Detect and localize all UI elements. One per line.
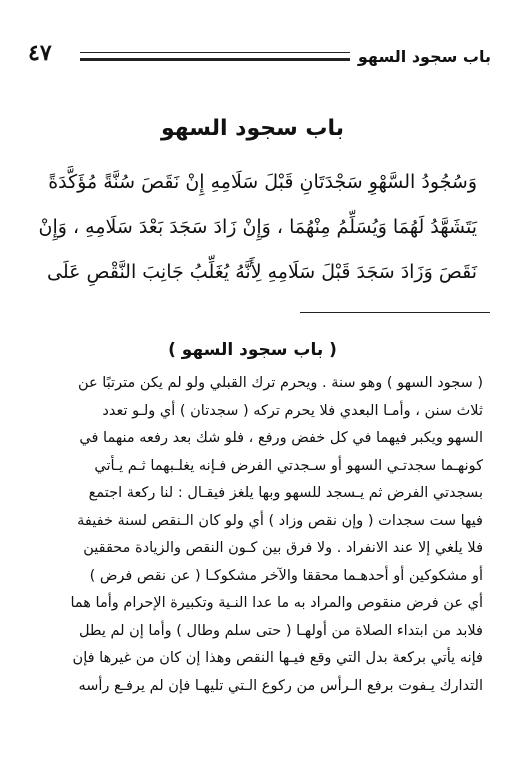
commentary-line: ( سجود السهو ) وهو سنة . ويحرم ترك القبلي ولو لم يكن مترتبًا عن bbox=[77, 375, 483, 391]
page-number: ٤٧ bbox=[28, 40, 52, 66]
commentary-line: فإنه يأتي بركعة بدل التي وقع فيـها النقص وهذا إن كان من غيرها فإن bbox=[72, 650, 483, 666]
running-title: باب سجود السهو bbox=[357, 46, 491, 66]
section-divider bbox=[300, 312, 490, 313]
matn-line: وَسُجُودُ السَّهْوِ سَجْدَتَانِ قَبْلَ سَلَامِهِ إِنْ نَقَصَ سُنَّةً مُؤَكَّدَةً bbox=[48, 171, 477, 193]
running-header bbox=[80, 44, 491, 68]
commentary-line: فيها ست سجدات ( وإن نقص وزاد ) أي ولو كان الـنقص لسنة خفيفة bbox=[77, 512, 483, 529]
commentary-line: فلابد من ابتداء الصلاة من أولهـا ( حتى سلم وطال ) وأما إن لم يطل bbox=[78, 622, 483, 639]
matn-text bbox=[28, 160, 477, 295]
commentary-line: كونهـما سجدتـي السهو أو سـجدتي الفرض فـإنه يغلـبهما ثـم يـأتي bbox=[94, 457, 483, 474]
header-rule bbox=[80, 52, 350, 61]
matn-line: يَتَشَهَّدُ لَهُمَا وَيُسَلِّمُ مِنْهُمَا ، وَإِنْ زَادَ سَجَدَ بَعْدَ سَلَامِهِ ، وَإِنْ bbox=[38, 216, 477, 238]
chapter-heading: باب سجود السهو bbox=[160, 116, 345, 141]
matn-line: نَقَصَ وَزَادَ سَجَدَ قَبْلَ سَلَامِهِ لِأَنَّهُ يُغَلِّبُ جَانِبَ النَّقْصِ عَلَى bbox=[47, 261, 477, 283]
commentary-line: فلا يلغي إلا عند الانفراد . ولا فرق بين كـون النقص والزيادة محققين bbox=[83, 540, 483, 556]
commentary-line: بسجدتي الفرض ثم يـسجد للسهو وبها يلغز فيقـال : لنا ركعة اجتمع bbox=[88, 485, 483, 501]
commentary-heading: ( باب سجود السهو ) bbox=[168, 340, 337, 360]
commentary-line: التدارك يـفوت برفع الـرأس من ركوع الـتي تليهـا فإن لم يرفـع رأسه bbox=[78, 677, 483, 694]
commentary-line: السهو ويكبر فيهما في كل خفض ورفع ، فلو شك بعد رفعه منهما في bbox=[79, 430, 483, 446]
commentary-text bbox=[22, 370, 483, 700]
commentary-line: ثلاث سنن ، وأمـا البعدي فلا يحرم تركه ( سجدتان ) أي ولـو تعدد bbox=[102, 402, 483, 419]
commentary-line: أو مشكوكين أو أحدهـما محققا والآخر مشكوكـا ( عن نقص فرض ) bbox=[89, 567, 483, 584]
commentary-line: أي عن فرض منقوص والمراد به ما عدا النـية وتكبيرة الإحرام وأما هما bbox=[70, 595, 483, 611]
